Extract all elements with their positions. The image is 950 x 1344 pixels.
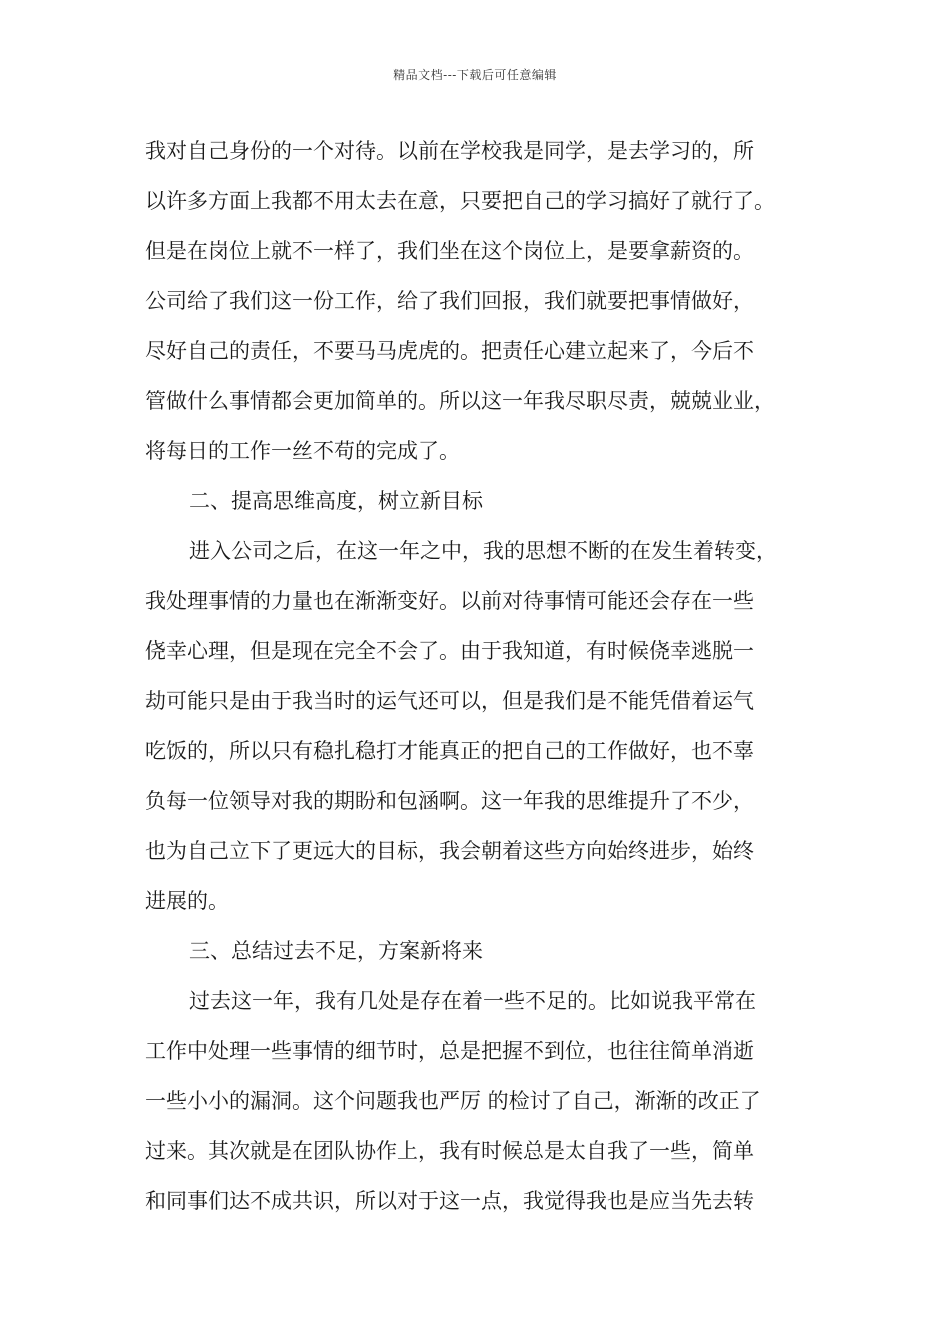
section-heading-2: 二、提高思维高度，树立新目标 (189, 489, 483, 513)
text-line: 一些小小的漏洞。这个问题我也严厉 的检讨了自己，渐渐的改正了 (145, 1089, 761, 1113)
text-line: 以许多方面上我都不用太去在意，只要把自己的学习搞好了就行了。 (145, 189, 775, 213)
document-body (145, 126, 825, 1226)
text-line: 将每日的工作一丝不苟的完成了。 (145, 439, 460, 463)
text-line: 过去这一年，我有几处是存在着一些不足的。比如说我平常在 (189, 989, 756, 1013)
section-heading-3: 三、总结过去不足，方案新将来 (189, 939, 483, 963)
text-line: 劫可能只是由于我当时的运气还可以，但是我们是不能凭借着运气 (145, 689, 754, 713)
text-line: 负每一位领导对我的期盼和包涵啊。这一年我的思维提升了不少， (145, 789, 754, 813)
page-header: 精品文档---下载后可任意编辑 (393, 68, 557, 82)
text-line: 工作中处理一些事情的细节时，总是把握不到位，也往往简单消逝 (145, 1039, 754, 1063)
text-line: 管做什么事情都会更加简单的。所以这一年我尽职尽责，兢兢业业， (145, 389, 775, 413)
text-line: 但是在岗位上就不一样了，我们坐在这个岗位上，是要拿薪资的。 (145, 239, 754, 263)
text-line: 进入公司之后，在这一年之中，我的思想不断的在发生着转变， (189, 539, 777, 563)
text-line: 过来。其次就是在团队协作上，我有时候总是太自我了一些，简单 (145, 1139, 754, 1163)
text-line: 吃饭的，所以只有稳扎稳打才能真正的把自己的工作做好，也不辜 (145, 739, 754, 763)
text-line: 侥幸心理，但是现在完全不会了。由于我知道，有时候侥幸逃脱一 (145, 639, 754, 663)
text-line: 我对自己身份的一个对待。以前在学校我是同学，是去学习的，所 (145, 139, 754, 163)
text-line: 也为自己立下了更远大的目标，我会朝着这些方向始终进步，始终 (145, 839, 754, 863)
text-line: 公司给了我们这一份工作，给了我们回报，我们就要把事情做好， (145, 289, 754, 313)
text-line: 进展的。 (145, 889, 229, 913)
text-line: 尽好自己的责任，不要马马虎虎的。把责任心建立起来了，今后不 (145, 339, 754, 363)
text-line: 我处理事情的力量也在渐渐变好。以前对待事情可能还会存在一些 (145, 589, 754, 613)
text-line: 和同事们达不成共识，所以对于这一点，我觉得我也是应当先去转 (145, 1189, 754, 1213)
